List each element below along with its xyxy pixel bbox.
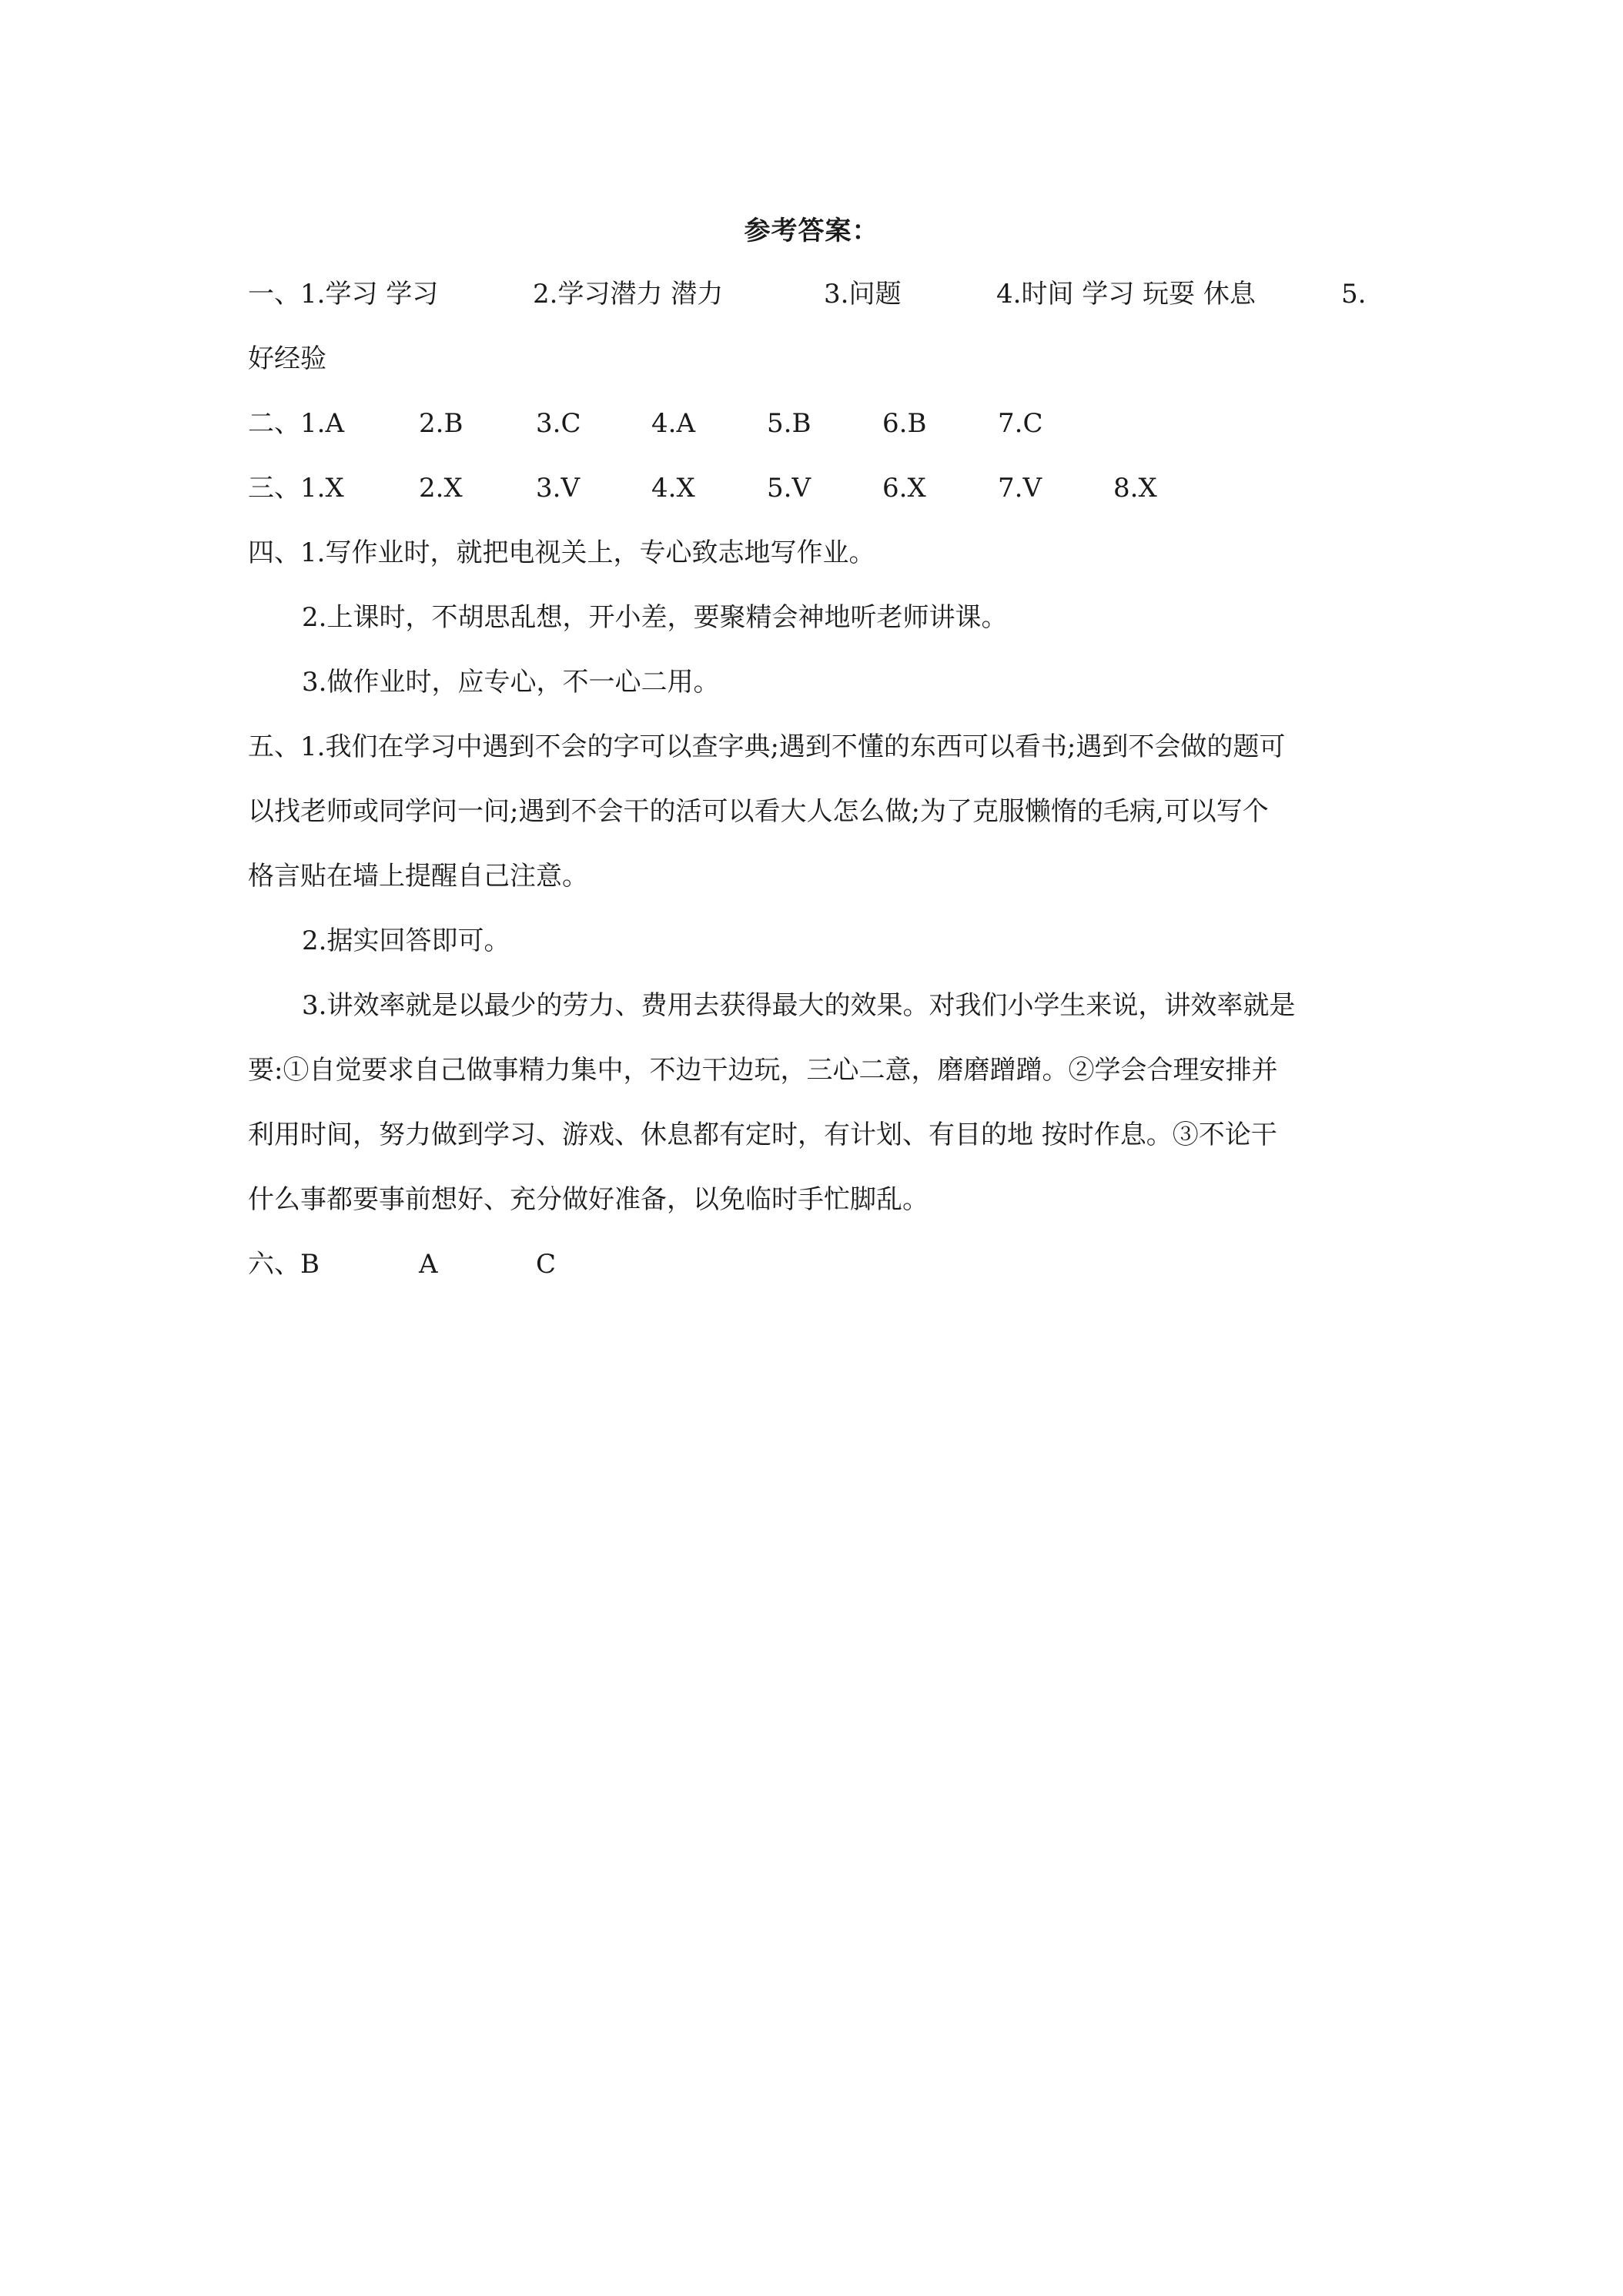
section-4-line-1 <box>248 537 875 568</box>
section-3-item-4: 4.X <box>651 473 695 504</box>
section-6-item-2: A <box>419 1249 438 1280</box>
section-2-item-1: 1.A <box>300 408 344 439</box>
section-1-item-4: 4.时间 学习 玩耍 休息 <box>996 279 1256 310</box>
section-3-item-3: 3.V <box>536 473 580 504</box>
section-5-item-3-line-4: 什么事都要事前想好、充分做好准备，以免临时手忙脚乱。 <box>248 1184 929 1215</box>
section-3-line <box>248 473 1210 504</box>
section-1-item-5: 5. <box>1341 279 1367 310</box>
section-5-item-3-line-3: 利用时间，努力做到学习、游戏、休息都有定时，有计划、有目的地 按时作息。③不论干 <box>248 1120 1277 1150</box>
section-6-marker: 六、 <box>248 1249 300 1280</box>
section-5-item-1-line-1 <box>248 731 1285 762</box>
section-5-item-2: 2.据实回答即可。 <box>302 925 510 956</box>
section-1-continuation: 好经验 <box>248 343 326 374</box>
section-5-marker: 五、 <box>248 731 300 762</box>
section-2-item-2: 2.B <box>419 408 463 439</box>
section-3-item-7: 7.V <box>998 473 1042 504</box>
section-6-item-1: B <box>300 1249 320 1280</box>
section-6-item-3: C <box>536 1249 557 1280</box>
section-2-item-4: 4.A <box>651 408 695 439</box>
section-5-item-3-line-1: 3.讲效率就是以最少的劳力、费用去获得最大的效果。对我们小学生来说，讲效率就是 <box>302 990 1296 1021</box>
section-1-line <box>248 279 1380 310</box>
section-6-line <box>248 1249 633 1280</box>
section-4-marker: 四、 <box>248 537 300 568</box>
section-3-item-6: 6.X <box>882 473 926 504</box>
section-5-item-1-line-3: 格言贴在墙上提醒自己注意。 <box>248 861 588 892</box>
section-3-item-5: 5.V <box>767 473 811 504</box>
section-3-item-1: 1.X <box>300 473 344 504</box>
section-4-item-2: 2.上课时，不胡思乱想，开小差，要聚精会神地听老师讲课。 <box>302 602 1008 633</box>
section-2-item-7: 7.C <box>998 408 1043 439</box>
section-4-item-1: 1.写作业时，就把电视关上，专心致志地写作业。 <box>300 537 875 568</box>
section-1-marker: 一、 <box>248 279 300 310</box>
section-5-item-1-text-1: 1.我们在学习中遇到不会的字可以查字典;遇到不懂的东西可以看书;遇到不会做的题可 <box>300 731 1286 762</box>
section-3-marker: 三、 <box>248 473 300 504</box>
section-3-item-2: 2.X <box>419 473 463 504</box>
section-2-line <box>248 408 1095 439</box>
section-1-item-2: 2.学习潜力 潜力 <box>533 279 724 310</box>
section-2-item-5: 5.B <box>767 408 812 439</box>
section-2-marker: 二、 <box>248 408 300 439</box>
page-title: 参考答案： <box>744 216 879 246</box>
section-2-item-3: 3.C <box>536 408 581 439</box>
section-5-item-3-line-2: 要:①自觉要求自己做事精力集中，不边干边玩，三心二意，磨磨蹭蹭。②学会合理安排并 <box>248 1055 1278 1086</box>
section-3-item-8: 8.X <box>1113 473 1157 504</box>
section-4-item-3: 3.做作业时，应专心，不一心二用。 <box>302 667 720 698</box>
section-5-item-1-line-2: 以找老师或同学问一问;遇到不会干的活可以看大人怎么做;为了克服懒惰的毛病,可以写个 <box>248 796 1269 827</box>
section-2-item-6: 6.B <box>882 408 927 439</box>
section-1-item-3: 3.问题 <box>824 279 902 310</box>
section-1-item-1: 1.学习 学习 <box>300 279 439 310</box>
